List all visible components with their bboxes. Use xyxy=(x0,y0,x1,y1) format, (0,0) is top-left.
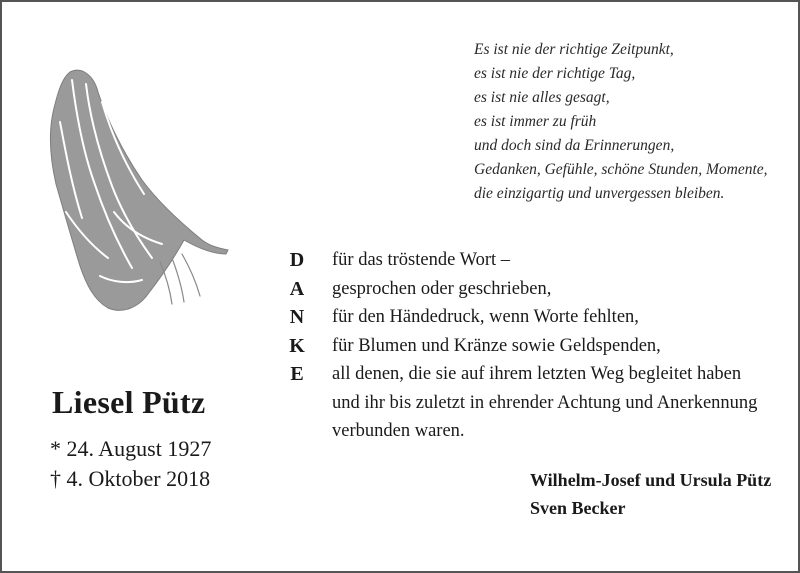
signer-name: Sven Becker xyxy=(530,498,626,518)
poem-line: und doch sind da Erinnerungen, xyxy=(474,137,675,154)
danke-letter: N xyxy=(289,306,305,328)
signers xyxy=(530,466,790,522)
danke-letter: D xyxy=(289,249,305,271)
danke-letter: A xyxy=(289,277,305,300)
poem-line: es ist nie alles gesagt, xyxy=(474,89,610,106)
birth-date: * 24. August 1927 xyxy=(50,436,212,461)
danke-letter: K xyxy=(289,334,305,357)
thanks-line: verbunden waren. xyxy=(332,421,465,441)
signer-name: Wilhelm-Josef und Ursula Pütz xyxy=(530,470,772,490)
poem-line: es ist nie der richtige Tag, xyxy=(474,65,636,82)
poem-line: es ist immer zu früh xyxy=(474,113,597,130)
poem xyxy=(474,38,792,206)
thanks-text xyxy=(332,246,792,446)
poem-line: die einzigartig und unvergessen bleiben. xyxy=(474,185,725,202)
deceased-name: Liesel Pütz xyxy=(52,384,206,420)
poem-line: Es ist nie der richtige Zeitpunkt, xyxy=(474,41,674,58)
danke-vertical-word xyxy=(284,246,310,389)
thanks-line: für den Händedruck, wenn Worte fehlten, xyxy=(332,307,639,327)
poem-line: Gedanken, Gefühle, schöne Stunden, Momente, xyxy=(474,161,768,178)
danke-letter: E xyxy=(290,363,304,385)
life-dates xyxy=(50,434,211,494)
thanks-line: für das tröstende Wort – xyxy=(332,250,510,270)
death-date: † 4. Oktober 2018 xyxy=(50,466,211,491)
praying-hands-icon xyxy=(42,62,232,322)
thanks-line: gesprochen oder geschrieben, xyxy=(332,278,552,299)
thanks-line: all denen, die sie auf ihrem letzten Weg begleitet haben xyxy=(332,364,742,384)
thanks-line: für Blumen und Kränze sowie Geldspenden, xyxy=(332,335,661,356)
thanks-line: und ihr bis zuletzt in ehrender Achtung und Anerkennung xyxy=(332,392,758,413)
